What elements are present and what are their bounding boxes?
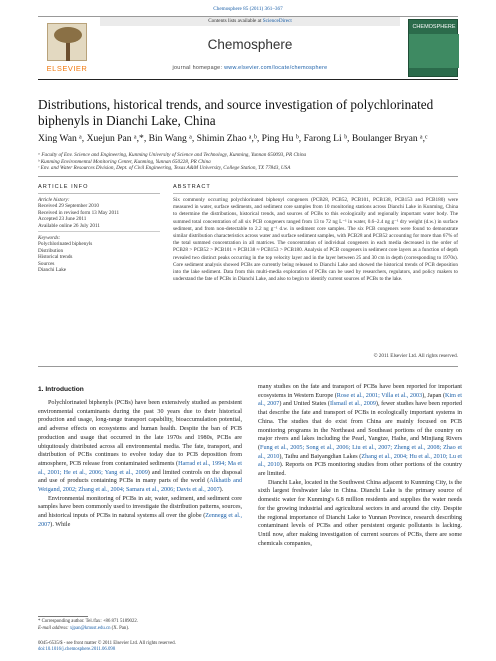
masthead (38, 16, 458, 80)
email-note: E-mail address: xjpan@kmust.edu.cn (X. Pan). (38, 626, 130, 631)
keyword: Historical trends (38, 254, 73, 261)
keyword: Polychlorinated biphenyls (38, 241, 93, 248)
doi-line (38, 647, 338, 652)
homepage-prefix: journal homepage: (172, 65, 225, 71)
corresponding-author-note: * Corresponding author. Tel./fax: +86 871 5189022. (38, 619, 138, 624)
abstract-heading: ABSTRACT (173, 184, 211, 190)
article-history (38, 197, 160, 229)
issn-line: 0045-6535/$ - see front matter © 2011 Elsevier Ltd. All rights reserved. (38, 641, 176, 646)
info-mid-rule (38, 231, 160, 232)
journal-title: Chemosphere (207, 37, 293, 52)
elsevier-tree-icon (47, 23, 87, 61)
homepage-link[interactable]: www.elsevier.com/locate/chemosphere (224, 65, 328, 71)
cover-image (409, 34, 459, 68)
abstract-bottom-rule (38, 366, 458, 367)
history-label: Article history: (38, 197, 70, 203)
affiliation-a: ᵃ Faculty of Env. Science and Engineering, Kunming University of Science and Technology, Kunming, Yunnan 650093, PR China (38, 152, 307, 158)
body-column-right (258, 383, 462, 548)
journal-cover-thumbnail (408, 19, 458, 77)
email-link[interactable]: xjpan@kmust.edu.cn (69, 626, 111, 631)
footnote-rule (38, 616, 88, 617)
elsevier-wordmark: ELSEVIER (46, 64, 88, 73)
history-received: Received 29 September 2010 (38, 203, 99, 210)
affiliation-b: ᵇ Kunming Environmental Monitoring Center, Kunming, Yunnan 650228, PR China (38, 158, 211, 165)
contents-prefix: Contents lists available at (208, 18, 263, 24)
cover-title: CHEMOSPHERE (412, 24, 456, 30)
citation-link[interactable]: Kim et al., 2007 (258, 392, 462, 408)
history-online: Available online 26 July 2011 (38, 222, 100, 229)
abstract-text: Six commonly occurring polychlorinated biphenyl congeners (PCB28, PCB52, PCB101, PCB138, PCB153 and PCB180) were measured in water, surface sediments, and sediment core samples from 10 monitoring stations across Dianchi Lake in Kunming, China to determine the distributions, historical trends, and sources of PCBs to this ecologically and regionally important water body. The summed total concentration of all six PCB congeners ranged from 13 to 72 ng L⁻¹ in water, 0.6–2.4 ng g⁻¹ dry weight (d.w.) in surface sediment, and from non-detectable to 2.2 ng g⁻¹ d.w. in sediment core samples. The six PCB congeners were found to demonstrate similar distribution characteristics across water and surface sediment samples, with PCB28 and PCB52 accounting for more than 67% of the total summed concentration in all matrices. The concentration of individual congeners in each media decreased in the order of PCB28 > PCB52 > PCB101 ≈ PCB138 ≈ PCB153 > PCB180. Analysis of PCB congeners in sediment core layers as a function of depth revealed two distinct peaks occurring in the top velocity layer and in the layer between 25 and 30 cm in depth (corresponding to 1970s). Core sediment analysis showed PCBs are currently being released to Dianchi Lake and showed the historical trends of PCB deposition into the lake sediment. Data from this multi-media exploration of PCBs can be used by researchers, regulators, and policy makers to understand the fate of PCBs in Dianchi Lake, and also to begin to identify current sources of PCBs to the lake. (173, 197, 458, 283)
author-list: Xing Wan ᵃ, Xuejun Pan ᵃ,*, Bin Wang ᵃ, Shimin Zhao ᵃ,ᵇ, Ping Hu ᵇ, Farong Li ᵇ, Boulanger Bryan ᵃ,ᶜ (38, 133, 428, 144)
citation-link[interactable]: Zennegg et al., 2007 (38, 513, 242, 528)
elsevier-logo (38, 19, 96, 77)
citation-link[interactable]: Zhang et al., 2004; Hu et al., 2010; Lu et al., 2010 (258, 453, 462, 469)
history-revised: Received in revised form 13 May 2011 (38, 209, 120, 216)
citation-link[interactable]: Ilsmail et al., 2009 (329, 401, 376, 408)
citation-link[interactable]: Rose et al., 2001; Villa et al., 2003 (336, 392, 423, 399)
sciencedirect-link[interactable]: ScienceDirect (262, 18, 292, 24)
keywords (38, 235, 160, 273)
paragraph: many studies on the fate and transport of PCBs have been reported for important ecosystems in Western Europe (Rose et al., 2001; Villa et al., 2003), Japan (Kim et al., 2007) and United States (Ilsmail et al., 2009), fewer studies have been reported that describe the fate and transport of PCBs in ecologically important systems in China. The studies that do exist from China are mainly focused on PCB monitoring programs in the Northeast and Southeast portions of the country on major rivers and lakes including the Pearl, Yangtze, Haihe, and Minjiang Rivers (Fung et al., 2005; Song et al., 2006; Liu et al., 2007; Zheng et al., 2008; Zhao et al., 2010), Taihu and Baiyangdian Lakes (Zhang et al., 2004; Hu et al., 2010; Lu et al., 2010). Reports on PCB monitoring studies from other portions of the country are limited. (258, 384, 462, 478)
citation-link[interactable]: Harrad et al., 1994; Ma et al., 2001; He et al., 2006; Yang et al., 2009 (38, 460, 242, 476)
keyword: Dianchi Lake (38, 267, 67, 274)
contents-bar (100, 17, 400, 26)
history-accepted: Accepted 23 June 2011 (38, 216, 87, 223)
citation-link[interactable]: Fung et al., 2005; Song et al., 2006; Liu et al., 2007; Zheng et al., 2008; Zhao et al., 2010 (258, 444, 462, 460)
section-title: 1. Introduction (38, 386, 84, 393)
keyword: Sources (38, 260, 55, 267)
abstract-copyright: © 2011 Elsevier Ltd. All rights reserved. (373, 353, 458, 359)
citation-link[interactable]: Alkhatib and Weigand, 2002; Zhang et al., 2004; Samara et al., 2006; Davis et al., 2007 (38, 478, 243, 494)
paragraph: Dianchi Lake, located in the Southwest China adjacent to Kunming City, is the sixth largest freshwater lake in China. Dianchi Lake is the primary source of domestic water for Kunming's 6.8 million residents and supplies the water needs for the growing industrial and agricultural sectors in and around the city. Despite the regional importance of Dianchi Lake to Yunnan Province, research describing contaminant levels of PCBs and other persistent organic pollutants is lacking. Until now, after making investigation of current sources of PCBs, there are some chemicals companies, (258, 479, 462, 547)
affiliation-c: ᶜ Env. and Water Resources Division, Dept. of Civil Engineering, Texas A&M University, College Station, TX 77843, USA (38, 165, 291, 171)
paragraph: Polychlorinated biphenyls (PCBs) have been extensively studied as persistent environmental contaminants during the past 30 years due to their historical production and usage, long-range transport capability, bioaccumulation potential, and adverse effects on ecosystems and human health. Despite the ban of PCB production and usage that occurred in the late 1970s and 1980s, PCBs are ubiquitously distributed across all environmental media. The fate, transport, and distribution of PCBs continues to evolve today due to PCB deposition from atmosphere, PCB release from contaminated sediments (Harrad et al., 1994; Ma et al., 2001; He et al., 2006; Yang et al., 2009) and limited controls on the disposal and use of products containing PCBs in many parts of the world (Alkhatib and Weigand, 2002; Zhang et al., 2004; Samara et al., 2006; Davis et al., 2007). (38, 400, 243, 494)
paragraph: Environmental monitoring of PCBs in air, water, sediment, and sediment core samples have been commonly used to investigate the distribution patterns, sources, and historical inputs of PCBs in natural systems all over the globe (Zennegg et al., 2007). While (38, 495, 242, 528)
header-divider (38, 176, 458, 177)
info-rule (38, 193, 160, 194)
keyword: Distribution (38, 247, 64, 254)
journal-homepage (100, 65, 400, 71)
body-column-left (38, 399, 242, 530)
keywords-label: Keywords: (38, 235, 61, 241)
masthead-center (100, 17, 400, 79)
doi-link[interactable]: doi:10.1016/j.chemosphere.2011.06.098 (38, 647, 116, 652)
abstract-rule (173, 193, 458, 194)
journal-citation: Chemosphere 85 (2011) 361–367 (213, 6, 283, 12)
article-info-heading: ARTICLE INFO (38, 184, 89, 190)
article-title: Distributions, historical trends, and source investigation of polychlorinated biphenyls in Dianchi Lake, China (38, 97, 434, 128)
